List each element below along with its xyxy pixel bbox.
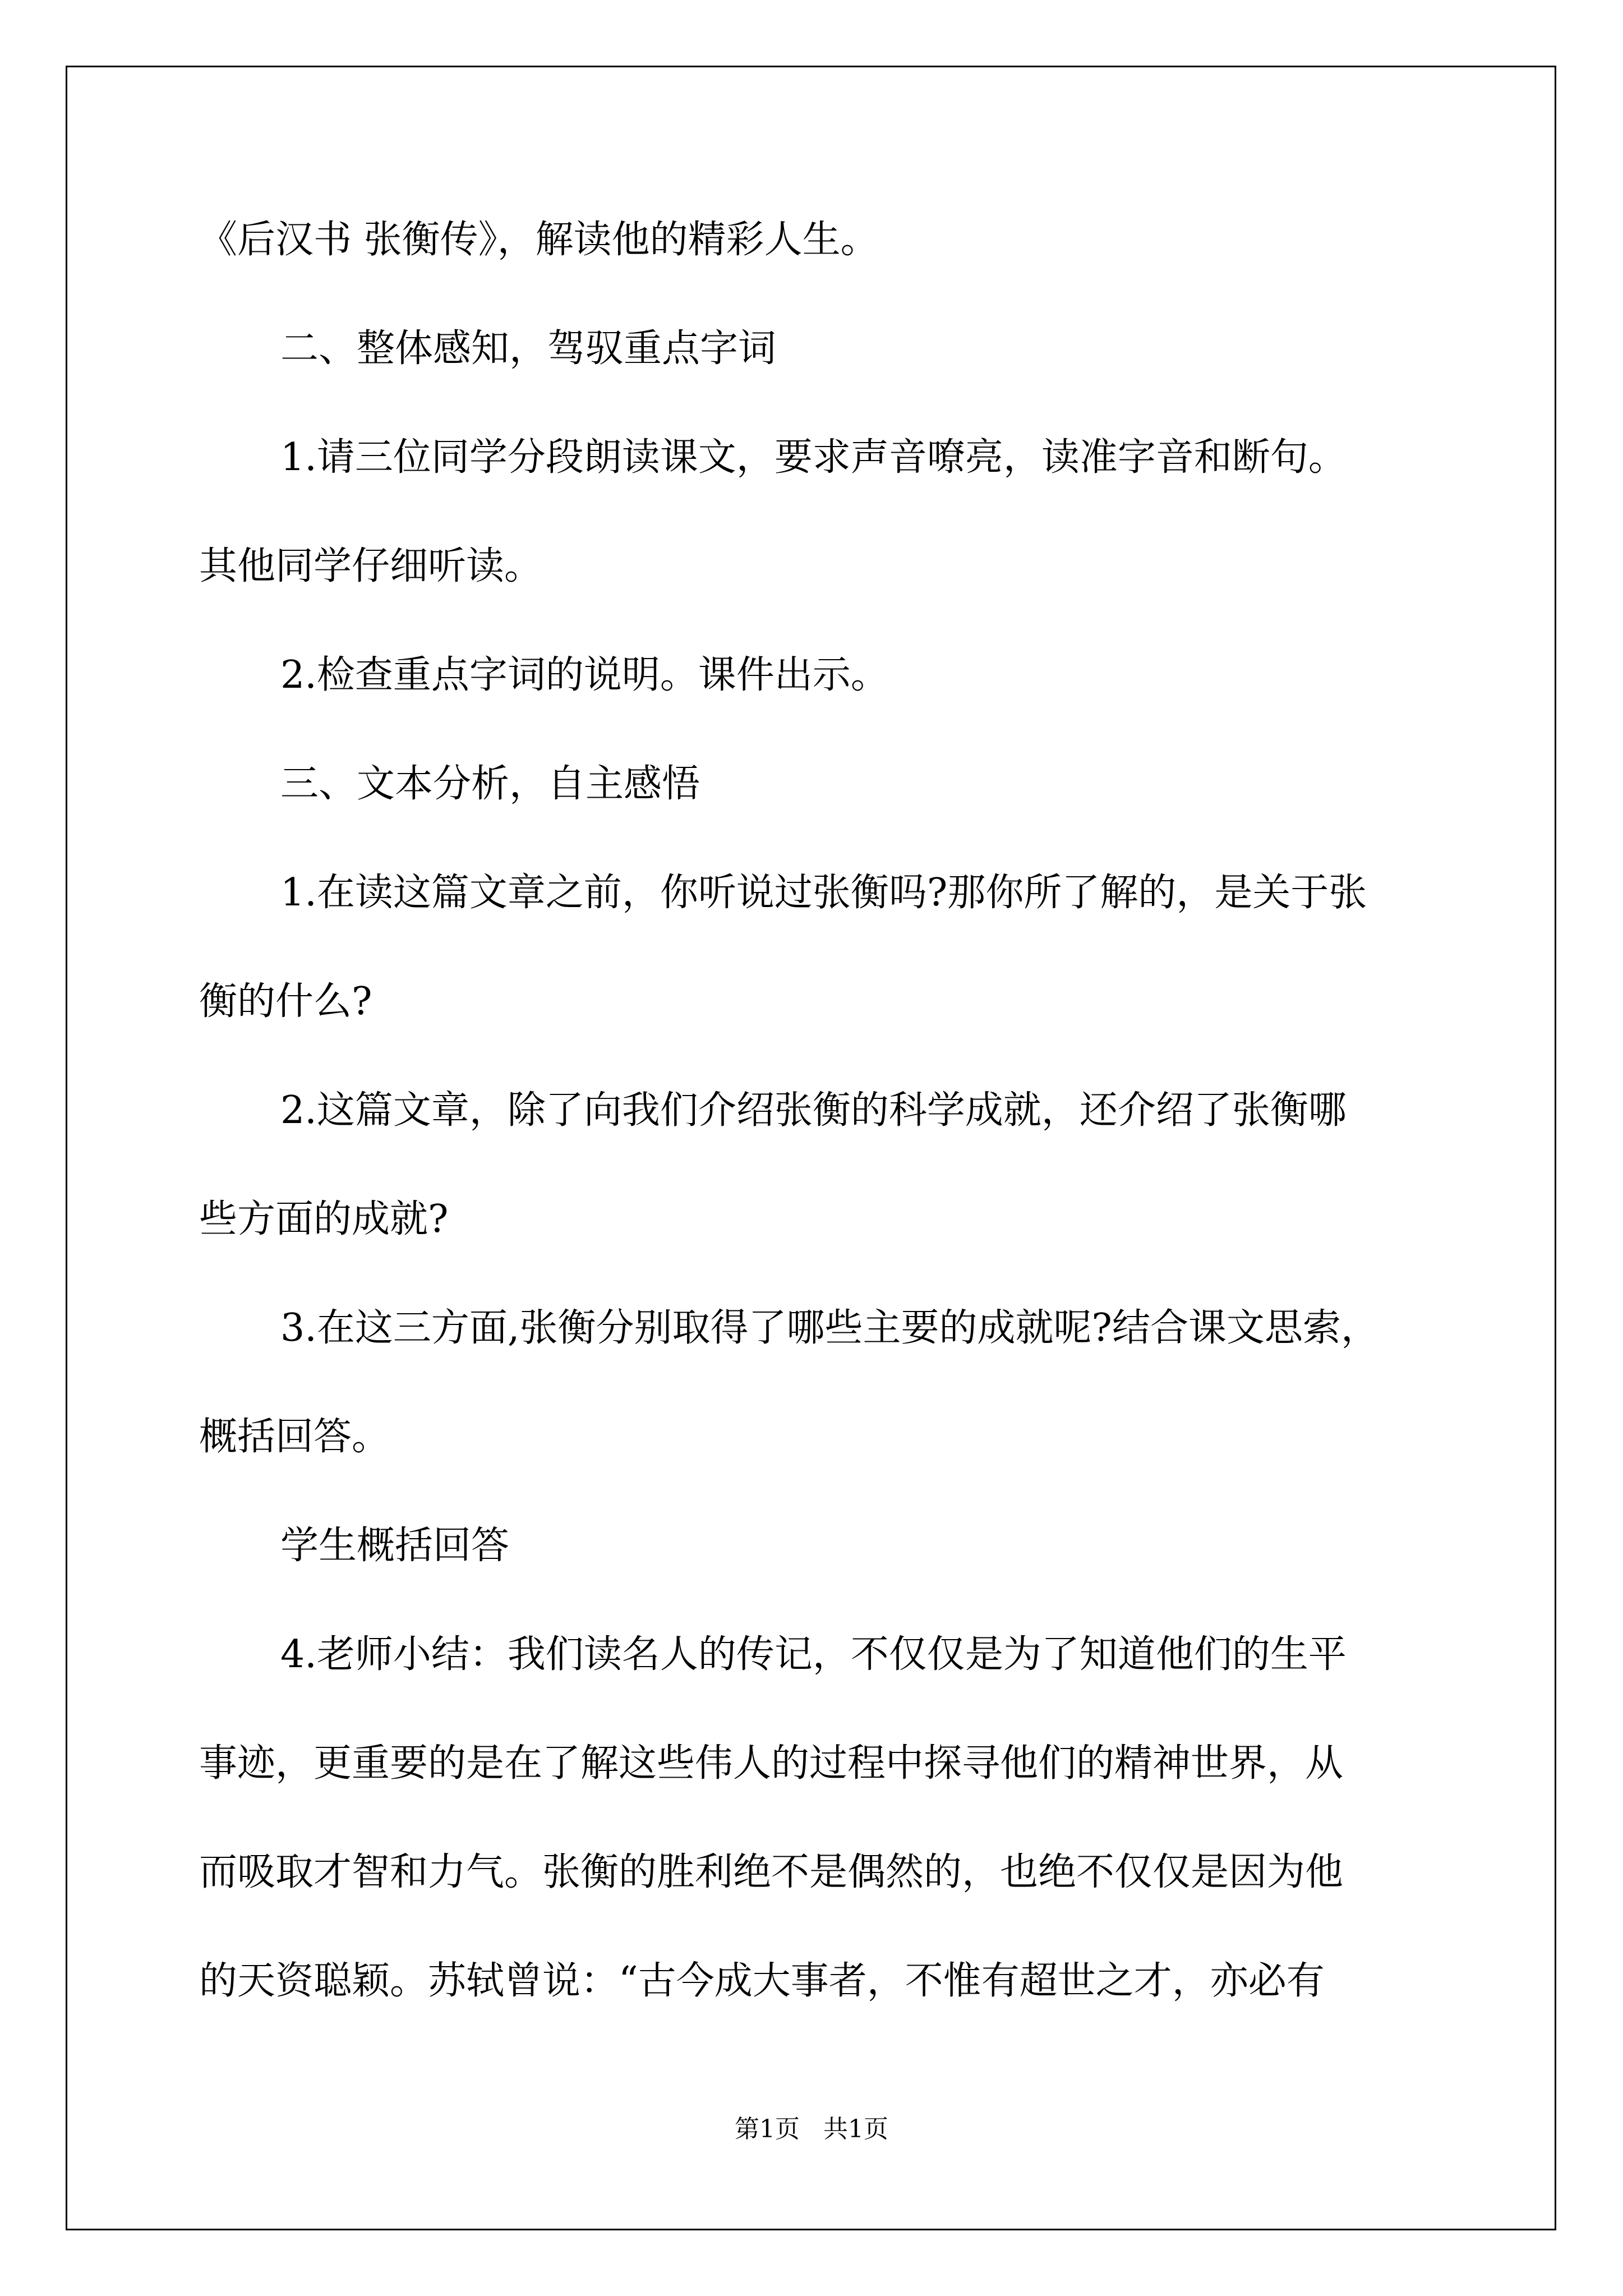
text-line: 4.老师小结：我们读名人的传记，不仅仅是为了知道他们的生平 xyxy=(280,1632,1347,1677)
text-line: 3.在这三方面,张衡分别取得了哪些主要的成就呢?结合课文思索， xyxy=(280,1306,1379,1350)
text-line: 些方面的成就? xyxy=(199,1197,449,1241)
text-line: 概括回答。 xyxy=(199,1415,390,1459)
text-line: 2.这篇文章，除了向我们介绍张衡的科学成就，还介绍了张衡哪 xyxy=(280,1088,1347,1133)
text-line: 1.在读这篇文章之前，你听说过张衡吗?那你所了解的，是关于张 xyxy=(280,871,1367,915)
text-line: 2.检查重点字词的说明。课件出示。 xyxy=(280,653,889,697)
page-number-footer: 第1页 共1页 xyxy=(735,2115,888,2143)
text-line: 1.请三位同学分段朗读课文，要求声音嘹亮，读准字音和断句。 xyxy=(280,435,1347,480)
section-heading: 二、整体感知，驾驭重点字词 xyxy=(280,326,777,371)
text-line: 衡的什么? xyxy=(199,979,372,1024)
text-line: 的天资聪颖。苏轼曾说：“古今成大事者，不惟有超世之才，亦必有 xyxy=(199,1959,1325,2003)
text-line: 事迹，更重要的是在了解这些伟人的过程中探寻他们的精神世界，从 xyxy=(199,1741,1344,1786)
text-line: 而吸取才智和力气。张衡的胜利绝不是偶然的，也绝不仅仅是因为他 xyxy=(199,1850,1344,1894)
text-line: 学生概括回答 xyxy=(280,1524,510,1568)
page-border xyxy=(66,66,1556,2230)
text-line: 《后汉书 张衡传》，解读他的精彩人生。 xyxy=(199,218,879,262)
section-heading: 三、文本分析，自主感悟 xyxy=(280,762,700,806)
text-line: 其他同学仔细听读。 xyxy=(199,544,543,588)
